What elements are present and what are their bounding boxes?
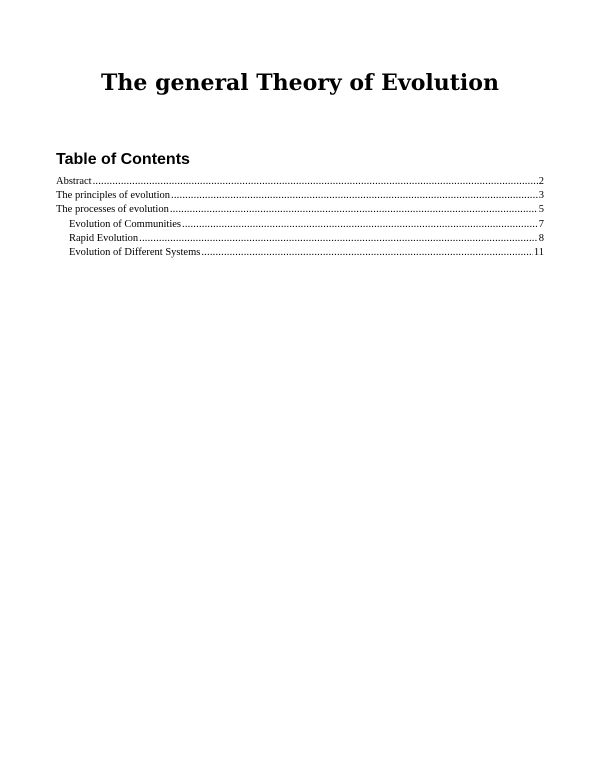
toc-entry-principles[interactable] [56,189,544,203]
toc-dot-leader [93,175,538,189]
toc-entry-abstract[interactable] [56,175,544,189]
toc-entry-label: Abstract [56,176,92,187]
toc-dot-leader [182,218,538,232]
toc-entry-different-systems[interactable] [56,246,544,260]
toc-entry-label: Evolution of Communities [69,218,181,230]
toc-entry-communities[interactable] [56,218,544,232]
toc-dot-leader [139,232,538,246]
toc-entry-page: 8 [538,232,544,244]
toc-entry-page: 2 [538,176,544,187]
toc-entry-label: Rapid Evolution [69,232,139,244]
toc-dot-leader [171,189,538,203]
toc-entry-page: 11 [533,246,544,258]
toc-entry-page: 5 [538,204,544,216]
toc-entry-processes[interactable] [56,203,544,217]
toc-entry-label: Evolution of Different Systems [69,246,201,258]
toc-entry-page: 3 [538,190,544,202]
toc-entry-label: The principles of evolution [56,190,171,202]
toc-dot-leader [170,203,538,217]
table-of-contents [56,175,544,260]
toc-dot-leader [201,246,533,260]
document-title: The general Theory of Evolution [101,70,499,96]
toc-entry-label: The processes of evolution [56,204,169,216]
toc-entry-rapid-evolution[interactable] [56,232,544,246]
toc-entry-page: 7 [538,218,544,230]
toc-heading: Table of Contents [56,151,190,168]
